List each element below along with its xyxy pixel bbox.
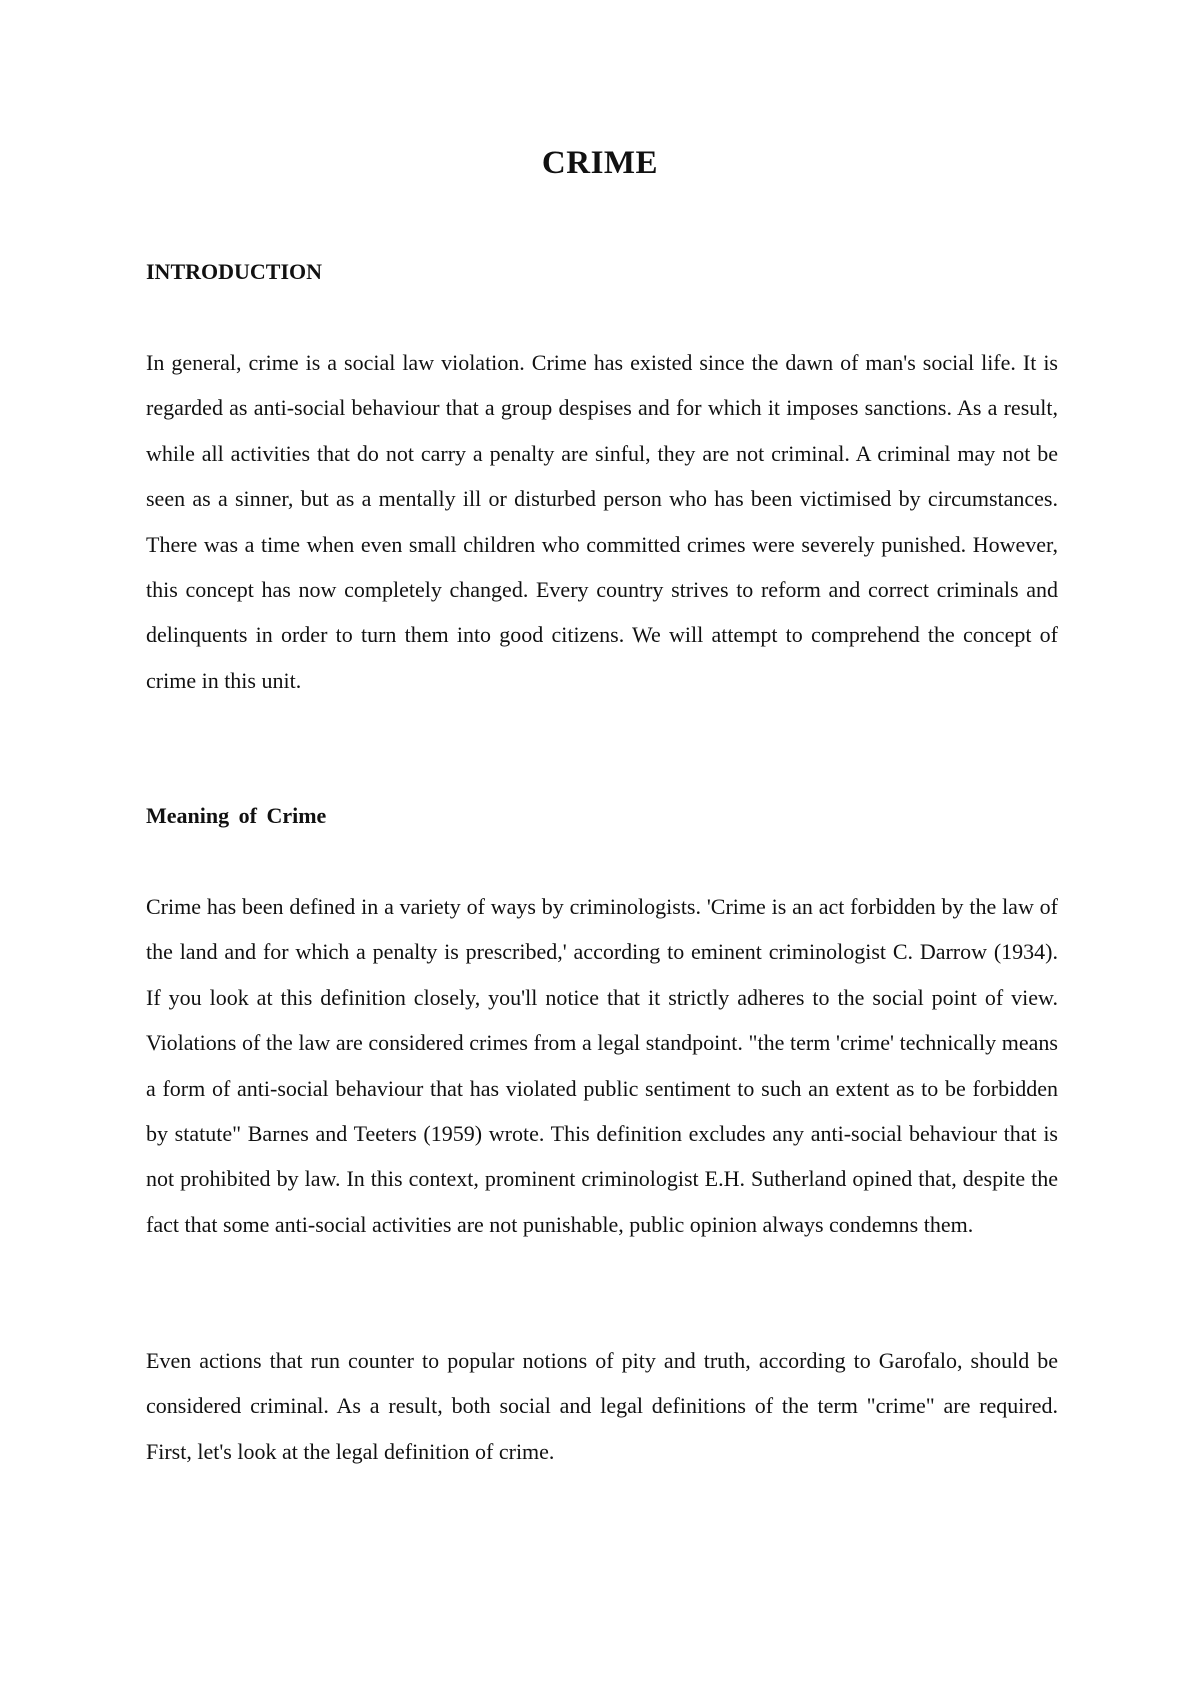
introduction-paragraph: In general, crime is a social law violation. Crime has existed since the dawn of man's social life. It is regarded as anti-social behaviour that a group despises and for which it imposes sanctions. As a result, while all activities that do not carry a penalty are sinful, they are not criminal. A criminal may not be seen as a sinner, but as a mentally ill or disturbed person who has been victimised by circumstances. There was a time when even small children who committed crimes were severely punished. However, this concept has now completely changed. Every country strives to reform and correct criminals and delinquents in order to turn them into good citizens. We will attempt to comprehend the concept of crime in this unit. — [146, 350, 1058, 693]
meaning-paragraph-1: Crime has been defined in a variety of ways by criminologists. 'Crime is an act forbidden by the law of the land and for which a penalty is prescribed,' according to eminent criminologist C. Darrow (1934). If you look at this definition closely, you'll notice that it strictly adheres to the social point of view. Violations of the law are considered crimes from a legal standpoint. "the term 'crime' technically means a form of anti-social behaviour that has violated public sentiment to such an extent as to be forbidden by statute" Barnes and Teeters (1959) wrote. This definition excludes any anti-social behaviour that is not prohibited by law. In this context, prominent criminologist E.H. Sutherland opined that, despite the fact that some anti-social activities are not punishable, public opinion always condemns them. — [146, 894, 1058, 1237]
section-heading-introduction: INTRODUCTION — [146, 259, 323, 284]
page-title: CRIME — [541, 145, 659, 181]
meaning-paragraph-2: Even actions that run counter to popular notions of pity and truth, according to Garofalo, should be considered criminal. As a result, both social and legal definitions of the term "crime" are required. First, let's look at the legal definition of crime. — [146, 1348, 1058, 1464]
section-heading-meaning-of-crime: Meaning of Crime — [146, 803, 327, 828]
